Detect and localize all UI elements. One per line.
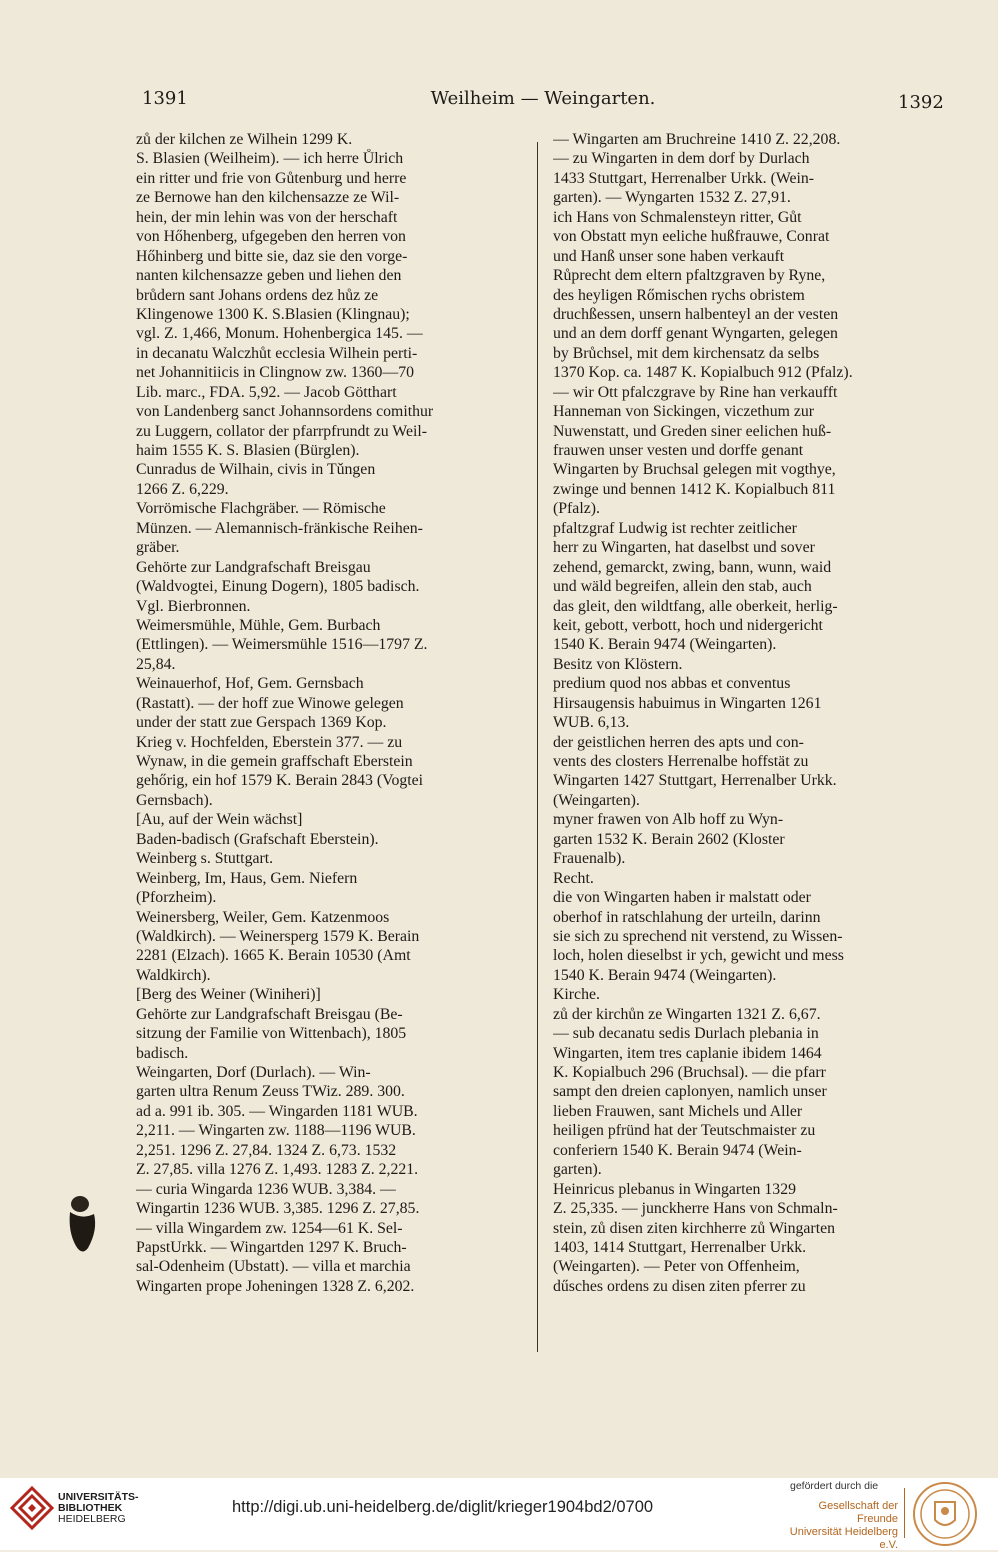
- right-text-line: Z. 25,335. — junckherre Hans von Schmaln-: [553, 1200, 838, 1218]
- left-text-line: S. Blasien (Weilheim). — ich herre Ůlrich: [136, 150, 404, 168]
- right-text-line: und Hanß unser sone haben verkauft: [553, 247, 785, 265]
- left-text-line: Weimersmühle, Mühle, Gem. Burbach: [136, 616, 381, 634]
- left-text-line: von Hőhenberg, ufgegeben den herren von: [136, 228, 406, 246]
- right-text-line: (Weingarten).: [553, 791, 640, 809]
- right-text-line: 1403, 1414 Stuttgart, Herrenalber Urkk.: [553, 1238, 807, 1256]
- left-text-line: — curia Wingarda 1236 WUB. 3,384. —: [136, 1180, 396, 1198]
- left-text-line: [Berg des Weiner (Winiheri)]: [136, 986, 321, 1004]
- right-text-line: vents des closters Herrenalbe hoffstät zu: [553, 753, 809, 770]
- right-text-line: sie sich zu sprechend nit verstend, zu Wissen-: [553, 927, 843, 945]
- right-text-line: der geistlichen herren des apts und con-: [553, 733, 804, 751]
- left-text-line: Weinberg, Im, Haus, Gem. Niefern: [136, 869, 358, 887]
- left-text-line: sal-Odenheim (Ubstatt). — villa et marchia: [136, 1258, 411, 1276]
- right-text-line: zwinge und bennen 1412 K. Kopialbuch 811: [553, 480, 836, 498]
- footer-bar: [0, 1478, 998, 1550]
- page-number-right: 1392: [898, 92, 944, 113]
- right-text-line: Frauenalb).: [553, 850, 626, 868]
- right-text-line: und wäld begreifen, allein den stab, auch: [553, 578, 812, 596]
- right-text-line: (Pfalz).: [553, 500, 600, 518]
- right-text-line: lieben Frauwen, sant Michels und Aller: [553, 1102, 803, 1120]
- right-text-line: sampt den dreien caplonyen, namlich unser: [553, 1083, 827, 1101]
- society-line-2: Universität Heidelberg e.V.: [789, 1526, 898, 1551]
- right-text-line: garten). — Wyngarten 1532 Z. 27,91.: [553, 189, 791, 207]
- right-text-line: garten 1532 K. Berain 2602 (Kloster: [553, 830, 785, 848]
- left-text-line: Gehörte zur Landgrafschaft Breisgau: [136, 558, 371, 576]
- right-text-line: des heyligen Rőmischen rychs obristem: [553, 286, 805, 304]
- left-text-line: Weingarten, Dorf (Durlach). — Win-: [136, 1064, 371, 1081]
- right-text-line: garten).: [553, 1161, 602, 1179]
- right-text-line: by Brůchsel, mit dem kirchensatz da selbs: [553, 344, 820, 362]
- right-text-line: loch, holen dieselbst ir ych, gewicht und mess: [553, 947, 844, 965]
- permalink-url[interactable]: http://digi.ub.uni-heidelberg.de/diglit/krieger1904bd2/0700: [232, 1498, 654, 1516]
- left-text-line: net Johannitiicis in Clingnow zw. 1360—70: [136, 364, 415, 382]
- left-text-line: Wingarten prope Joheningen 1328 Z. 6,202.: [136, 1277, 415, 1295]
- right-text-line: Růprecht dem eltern pfaltzgraven by Ryne,: [553, 267, 826, 285]
- footer-divider: [904, 1488, 905, 1538]
- right-text-line: WUB. 6,13.: [553, 714, 630, 732]
- left-text-line: Z. 27,85. villa 1276 Z. 1,493. 1283 Z. 2,221.: [136, 1161, 419, 1179]
- left-text-line: Klingenowe 1300 K. S.Blasien (Klingnau);: [136, 305, 410, 323]
- right-text-line: 1540 K. Berain 9474 (Weingarten).: [553, 966, 777, 984]
- right-text-line: das gleit, den wildtfang, alle oberkeit, herlig-: [553, 597, 838, 615]
- left-text-line: Lib. marc., FDA. 5,92. — Jacob Götthart: [136, 383, 397, 401]
- right-text-line: Wingarten by Bruchsal gelegen mit vogthye,: [553, 461, 836, 479]
- left-text-line: Weinersberg, Weiler, Gem. Katzenmoos: [136, 908, 390, 926]
- library-logo-icon: [10, 1486, 54, 1538]
- left-column: [136, 130, 524, 1296]
- left-text-line: [Au, auf der Wein wächst]: [136, 811, 303, 829]
- left-text-line: Cunradus de Wilhain, civis in Tǔngen: [136, 461, 376, 479]
- right-text-line: Besitz von Klöstern.: [553, 655, 683, 673]
- right-text-line: Hirsaugensis habuimus in Wingarten 1261: [553, 694, 822, 712]
- left-text-line: zu Luggern, collator der pfarrpfrundt zu Weil-: [136, 422, 428, 440]
- left-text-line: Wingartin 1236 WUB. 3,385. 1296 Z. 27,85.: [136, 1200, 420, 1218]
- left-text-line: Krieg v. Hochfelden, Eberstein 377. — zu: [136, 733, 403, 751]
- page-number-left: 1391: [142, 88, 188, 109]
- left-text-line: 1266 Z. 6,229.: [136, 480, 229, 498]
- right-text-line: frauwen unser vesten und dorffe genant: [553, 442, 804, 459]
- right-text-line: K. Kopialbuch 296 (Bruchsal). — die pfarr: [553, 1064, 826, 1081]
- running-title: Weilheim — Weingarten.: [430, 88, 656, 109]
- left-text-line: 25,84.: [136, 655, 176, 673]
- left-text-line: gräber.: [136, 539, 180, 557]
- right-text-line: zehend, gemarckt, zwing, bann, wunn, waid: [553, 558, 832, 576]
- right-text-line: die von Wingarten haben ir malstatt oder: [553, 889, 811, 907]
- right-column: [553, 130, 939, 1296]
- left-text-line: garten ultra Renum Zeuss TWiz. 289. 300.: [136, 1083, 405, 1101]
- left-text-line: Waldkirch).: [136, 966, 211, 984]
- right-text-line: herr zu Wingarten, hat daselbst und sover: [553, 539, 815, 557]
- left-text-line: in decanatu Walczhůt ecclesia Wilhein perti-: [136, 344, 418, 362]
- right-text-line: pfaltzgraf Ludwig ist rechter zeitlicher: [553, 519, 797, 537]
- left-text-line: under der statt zue Gerspach 1369 Kop.: [136, 714, 387, 732]
- left-text-line: Vgl. Bierbronnen.: [136, 597, 251, 615]
- left-text-line: ze Bernowe han den kilchensazze ze Wil-: [136, 189, 400, 207]
- left-text-line: vgl. Z. 1,466, Monum. Hohenbergica 145. —: [136, 325, 423, 343]
- right-text-line: heiligen pfründ hat der Teutschmaister zu: [553, 1122, 816, 1140]
- left-text-line: badisch.: [136, 1044, 189, 1062]
- right-text-line: Kirche.: [553, 986, 600, 1004]
- left-text-line: gehőrig, ein hof 1579 K. Berain 2843 (Vogtei: [136, 772, 424, 790]
- left-text-line: (Waldvogtei, Einung Dogern), 1805 badisch.: [136, 578, 420, 596]
- right-text-line: (Weingarten). — Peter von Offenheim,: [553, 1258, 800, 1276]
- left-text-line: 2,251. 1296 Z. 27,84. 1324 Z. 6,73. 1532: [136, 1141, 397, 1159]
- right-text-line: 1433 Stuttgart, Herrenalber Urkk. (Wein-: [553, 169, 815, 187]
- library-line-3: HEIDELBERG: [58, 1513, 126, 1525]
- left-text-line: PapstUrkk. — Wingartden 1297 K. Bruch-: [136, 1238, 407, 1256]
- right-text-line: — Wingarten am Bruchreine 1410 Z. 22,208.: [553, 131, 841, 148]
- left-text-line: Gehörte zur Landgrafschaft Breisgau (Be-: [136, 1005, 403, 1023]
- right-text-line: myner frawen von Alb hoff zu Wyn-: [553, 811, 784, 829]
- left-text-line: 2281 (Elzach). 1665 K. Berain 10530 (Amt: [136, 947, 411, 965]
- right-text-line: — sub decanatu sedis Durlach plebania in: [553, 1025, 819, 1043]
- left-text-line: (Pforzheim).: [136, 889, 217, 907]
- right-text-line: — zu Wingarten in dem dorf by Durlach: [553, 150, 810, 168]
- library-line-1: UNIVERSITÄTS-: [58, 1491, 139, 1503]
- right-text-line: Nuwenstatt, und Greden siner eelichen huß-: [553, 422, 832, 440]
- right-text-line: zů der kirchůn ze Wingarten 1321 Z. 6,67.: [553, 1005, 821, 1023]
- left-text-line: von Landenberg sanct Johannsordens comithur: [136, 403, 434, 421]
- left-text-line: hein, der min lehin was von der herschaft: [136, 208, 398, 226]
- left-text-line: Wynaw, in die gemein graffschaft Eberstein: [136, 753, 413, 770]
- left-text-line: Münzen. — Alemannisch-fränkische Reihen-: [136, 519, 423, 537]
- left-text-line: Vorrömische Flachgräber. — Römische: [136, 500, 386, 518]
- left-text-line: Weinberg s. Stuttgart.: [136, 850, 274, 868]
- right-text-line: und an dem dorff genant Wyngarten, gelegen: [553, 325, 838, 343]
- right-text-line: Heinricus plebanus in Wingarten 1329: [553, 1180, 796, 1198]
- left-text-line: nanten kilchensazze geben und liehen den: [136, 267, 402, 285]
- right-text-line: 1540 K. Berain 9474 (Weingarten).: [553, 636, 777, 654]
- left-text-line: (Rastatt). — der hoff zue Winowe gelegen: [136, 694, 404, 712]
- left-text-line: — villa Wingardem zw. 1254—61 K. Sel-: [136, 1219, 403, 1237]
- right-text-line: oberhof in ratschlahung der urteiln, darinn: [553, 908, 821, 926]
- left-text-line: zů der kilchen ze Wilhein 1299 K.: [136, 131, 353, 148]
- left-text-line: sitzung der Familie von Wittenbach), 1805: [136, 1025, 407, 1043]
- right-text-line: Wingarten, item tres caplanie ibidem 1464: [553, 1044, 822, 1062]
- left-text-line: (Ettlingen). — Weimersmühle 1516—1797 Z.: [136, 636, 428, 654]
- left-text-line: ein ritter und frie von Gůtenburg und herre: [136, 169, 407, 187]
- left-text-line: (Waldkirch). — Weinersperg 1579 K. Berain: [136, 927, 420, 945]
- right-text-line: stein, zů disen ziten kirchherre zů Wingarten: [553, 1219, 835, 1237]
- right-text-line: keit, gebott, verbott, hoch und nidergericht: [553, 616, 823, 634]
- library-line-2: BIBLIOTHEK: [58, 1502, 123, 1514]
- university-seal-icon: [910, 1480, 980, 1548]
- right-text-line: Recht.: [553, 869, 594, 887]
- society-name: [778, 1500, 898, 1552]
- library-name: [58, 1492, 139, 1525]
- left-text-line: 2,211. — Wingarten zw. 1188—1196 WUB.: [136, 1122, 416, 1140]
- right-text-line: conferiern 1540 K. Berain 9474 (Wein-: [553, 1141, 802, 1159]
- right-text-line: Wingarten 1427 Stuttgart, Herrenalber Urkk.: [553, 772, 837, 790]
- society-line-1: Gesellschaft der Freunde: [818, 1500, 898, 1525]
- right-text-line: druchßessen, unsern halbenteyl an der vesten: [553, 305, 839, 323]
- left-text-line: brůdern sant Johans ordens dez hůz ze: [136, 286, 379, 304]
- left-text-line: ad a. 991 ib. 305. — Wingarden 1181 WUB.: [136, 1102, 418, 1120]
- left-text-line: Gernsbach).: [136, 791, 213, 809]
- left-text-line: Baden-badisch (Grafschaft Eberstein).: [136, 830, 379, 848]
- right-text-line: Hanneman von Sickingen, viczethum zur: [553, 403, 815, 421]
- left-text-line: Hőhinberg und bitte sie, daz sie den vorge-: [136, 247, 408, 265]
- left-text-line: Weinauerhof, Hof, Gem. Gernsbach: [136, 675, 364, 693]
- right-text-line: ich Hans von Schmalensteyn ritter, Gůt: [553, 208, 802, 226]
- left-text-line: haim 1555 K. S. Blasien (Bürglen).: [136, 442, 360, 459]
- right-text-line: 1370 Kop. ca. 1487 K. Kopialbuch 912 (Pfalz).: [553, 364, 853, 382]
- funded-by-label: gefördert durch die: [790, 1480, 879, 1492]
- column-divider: [537, 142, 538, 1352]
- ink-blot: [60, 1190, 104, 1260]
- right-text-line: — wir Ott pfalczgrave by Rine han verkaufft: [553, 383, 838, 401]
- right-text-line: dűsches ordens zu disen ziten pferrer zu: [553, 1277, 806, 1295]
- right-text-line: von Obstatt myn eeliche hußfrauwe, Conrat: [553, 228, 830, 246]
- right-text-line: predium quod nos abbas et conventus: [553, 675, 791, 693]
